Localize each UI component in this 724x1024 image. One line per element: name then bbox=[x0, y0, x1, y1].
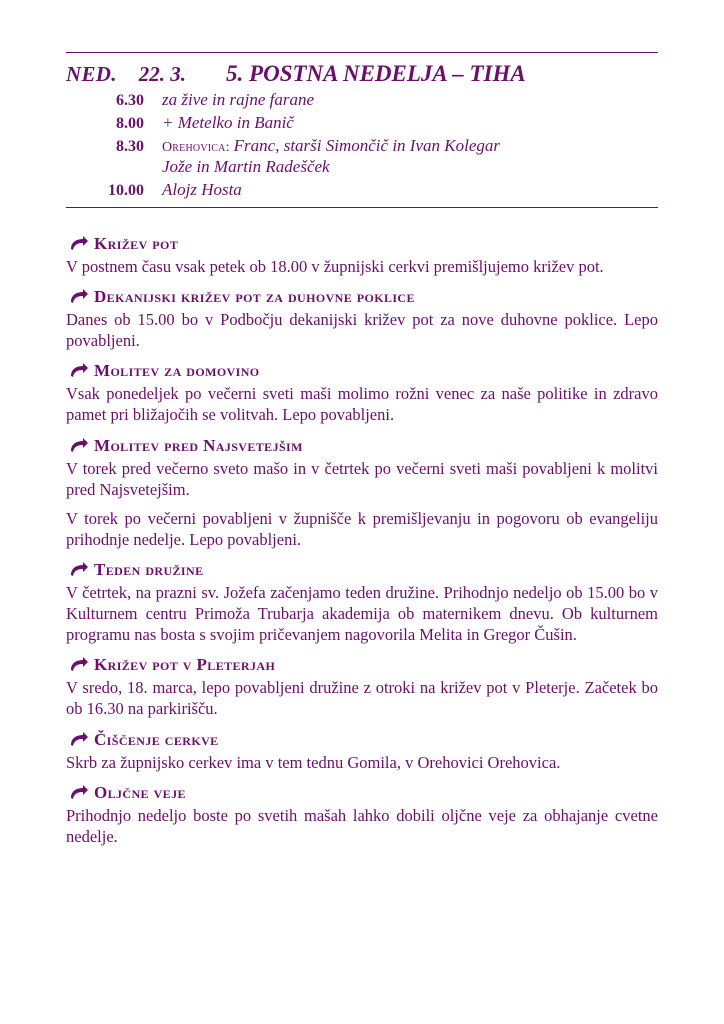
arrow-bullet-icon bbox=[66, 438, 92, 454]
arrow-bullet-icon bbox=[66, 657, 92, 673]
mass-row bbox=[66, 136, 658, 156]
notice-paragraph: V sredo, 18. marca, lepo povabljeni družine z otroki na križev pot v Pleterje. Začetek bo ob 16.30 na parkirišču. bbox=[66, 678, 658, 719]
notice-item bbox=[66, 783, 658, 847]
date-label: 22. 3. bbox=[138, 62, 187, 86]
notice-heading bbox=[66, 730, 658, 750]
mass-location: Orehovica: bbox=[162, 140, 230, 155]
arrow-bullet-icon bbox=[66, 236, 92, 252]
feast-title: 5. POSTNA NEDELJA – TIHA bbox=[226, 61, 526, 86]
notice-title: Molitev pred Najsvetejšim bbox=[94, 435, 303, 455]
notice-item bbox=[66, 361, 658, 425]
notice-title: Teden družine bbox=[94, 559, 204, 579]
day-label: NED. bbox=[66, 62, 117, 86]
mass-time: 10.00 bbox=[108, 182, 144, 199]
notice-item bbox=[66, 655, 658, 719]
notice-paragraph: V postnem času vsak petek ob 18.00 v župnijski cerkvi premišljujemo križev pot. bbox=[66, 257, 604, 276]
schedule-title-row bbox=[66, 61, 658, 87]
notice-title: Križev pot bbox=[94, 234, 179, 253]
notice-paragraph: Skrb za župnijsko cerkev ima v tem tednu Gomila, v Orehovici Orehovica. bbox=[66, 752, 561, 772]
notice-paragraph: Vsak ponedeljek po večerni sveti maši molimo rožni venec za naše politike in zdravo pamet pri bližajočih se volitvah. Lepo povabljeni. bbox=[66, 384, 658, 425]
arrow-bullet-icon bbox=[66, 785, 92, 801]
notice-item bbox=[66, 436, 658, 550]
mass-time: 6.30 bbox=[116, 92, 144, 109]
notice-paragraph: Prihodnjo nedeljo boste po svetih mašah lahko dobili oljčne veje za obhajanje cvetne nedelje. bbox=[66, 805, 658, 846]
notice-item bbox=[66, 287, 658, 351]
notice-heading bbox=[66, 234, 658, 254]
notice-title: Križev pot v Pleterjah bbox=[94, 655, 276, 675]
mass-intention: Alojz Hosta bbox=[162, 180, 242, 199]
notice-title: Dekanijski križev pot za duhovne poklice bbox=[94, 287, 415, 307]
mass-intention: + Metelko in Banič bbox=[162, 113, 294, 132]
notice-title: Oljčne veje bbox=[94, 782, 186, 802]
mass-time: 8.30 bbox=[116, 138, 144, 155]
arrow-bullet-icon bbox=[66, 363, 92, 379]
notice-heading bbox=[66, 655, 658, 675]
arrow-bullet-icon bbox=[66, 562, 92, 578]
notice-heading bbox=[66, 783, 658, 803]
mass-time: 8.00 bbox=[116, 115, 144, 132]
notice-heading bbox=[66, 361, 658, 381]
mass-row bbox=[66, 113, 658, 133]
notice-title: Molitev za domovino bbox=[94, 361, 260, 381]
notice-paragraph: V torek pred večerno sveto mašo in v četrtek po večerni sveti maši povabljeni k molitvi pred Najsvetejšim. bbox=[66, 458, 658, 499]
notice-title: Čiščenje cerkve bbox=[94, 729, 219, 749]
mass-intention-text: Franc, starši Simončič in Ivan Kolegar bbox=[233, 136, 500, 155]
notice-paragraph: Danes ob 15.00 bo v Podbočju dekanijski križev pot za nove duhovne poklice. Lepo povabljeni. bbox=[66, 310, 658, 351]
arrow-bullet-icon bbox=[66, 732, 92, 748]
arrow-bullet-icon bbox=[66, 289, 92, 305]
mass-intention: za žive in rajne farane bbox=[162, 90, 315, 109]
notice-item bbox=[66, 560, 658, 645]
notice-heading bbox=[66, 287, 658, 307]
notices-list bbox=[66, 234, 658, 847]
notice-heading bbox=[66, 560, 658, 580]
notice-item bbox=[66, 730, 658, 773]
notice-paragraph: V četrtek, na prazni sv. Jožefa začenjamo teden družine. Prihodnjo nedeljo ob 15.00 bo v Kulturnem centru Primoža Trubarja akademija ob maternikem dnevu. Ob kulturnem programu nas bosta s svojim pričevanjem nagovorila Melita in Gregor Čušin. bbox=[66, 582, 658, 645]
notice-heading bbox=[66, 436, 658, 456]
mass-row bbox=[66, 90, 658, 110]
notice-paragraph: V torek po večerni povabljeni v župnišče k premišljevanju in pogovoru ob evangeliju prihodnje nedelje. Lepo povabljeni. bbox=[66, 508, 658, 549]
notice-item bbox=[66, 234, 658, 277]
mass-row bbox=[66, 180, 658, 200]
mass-intention-continued: Jože in Martin Radešček bbox=[162, 157, 330, 176]
mass-intention bbox=[162, 136, 500, 156]
mass-schedule-header bbox=[66, 52, 658, 208]
